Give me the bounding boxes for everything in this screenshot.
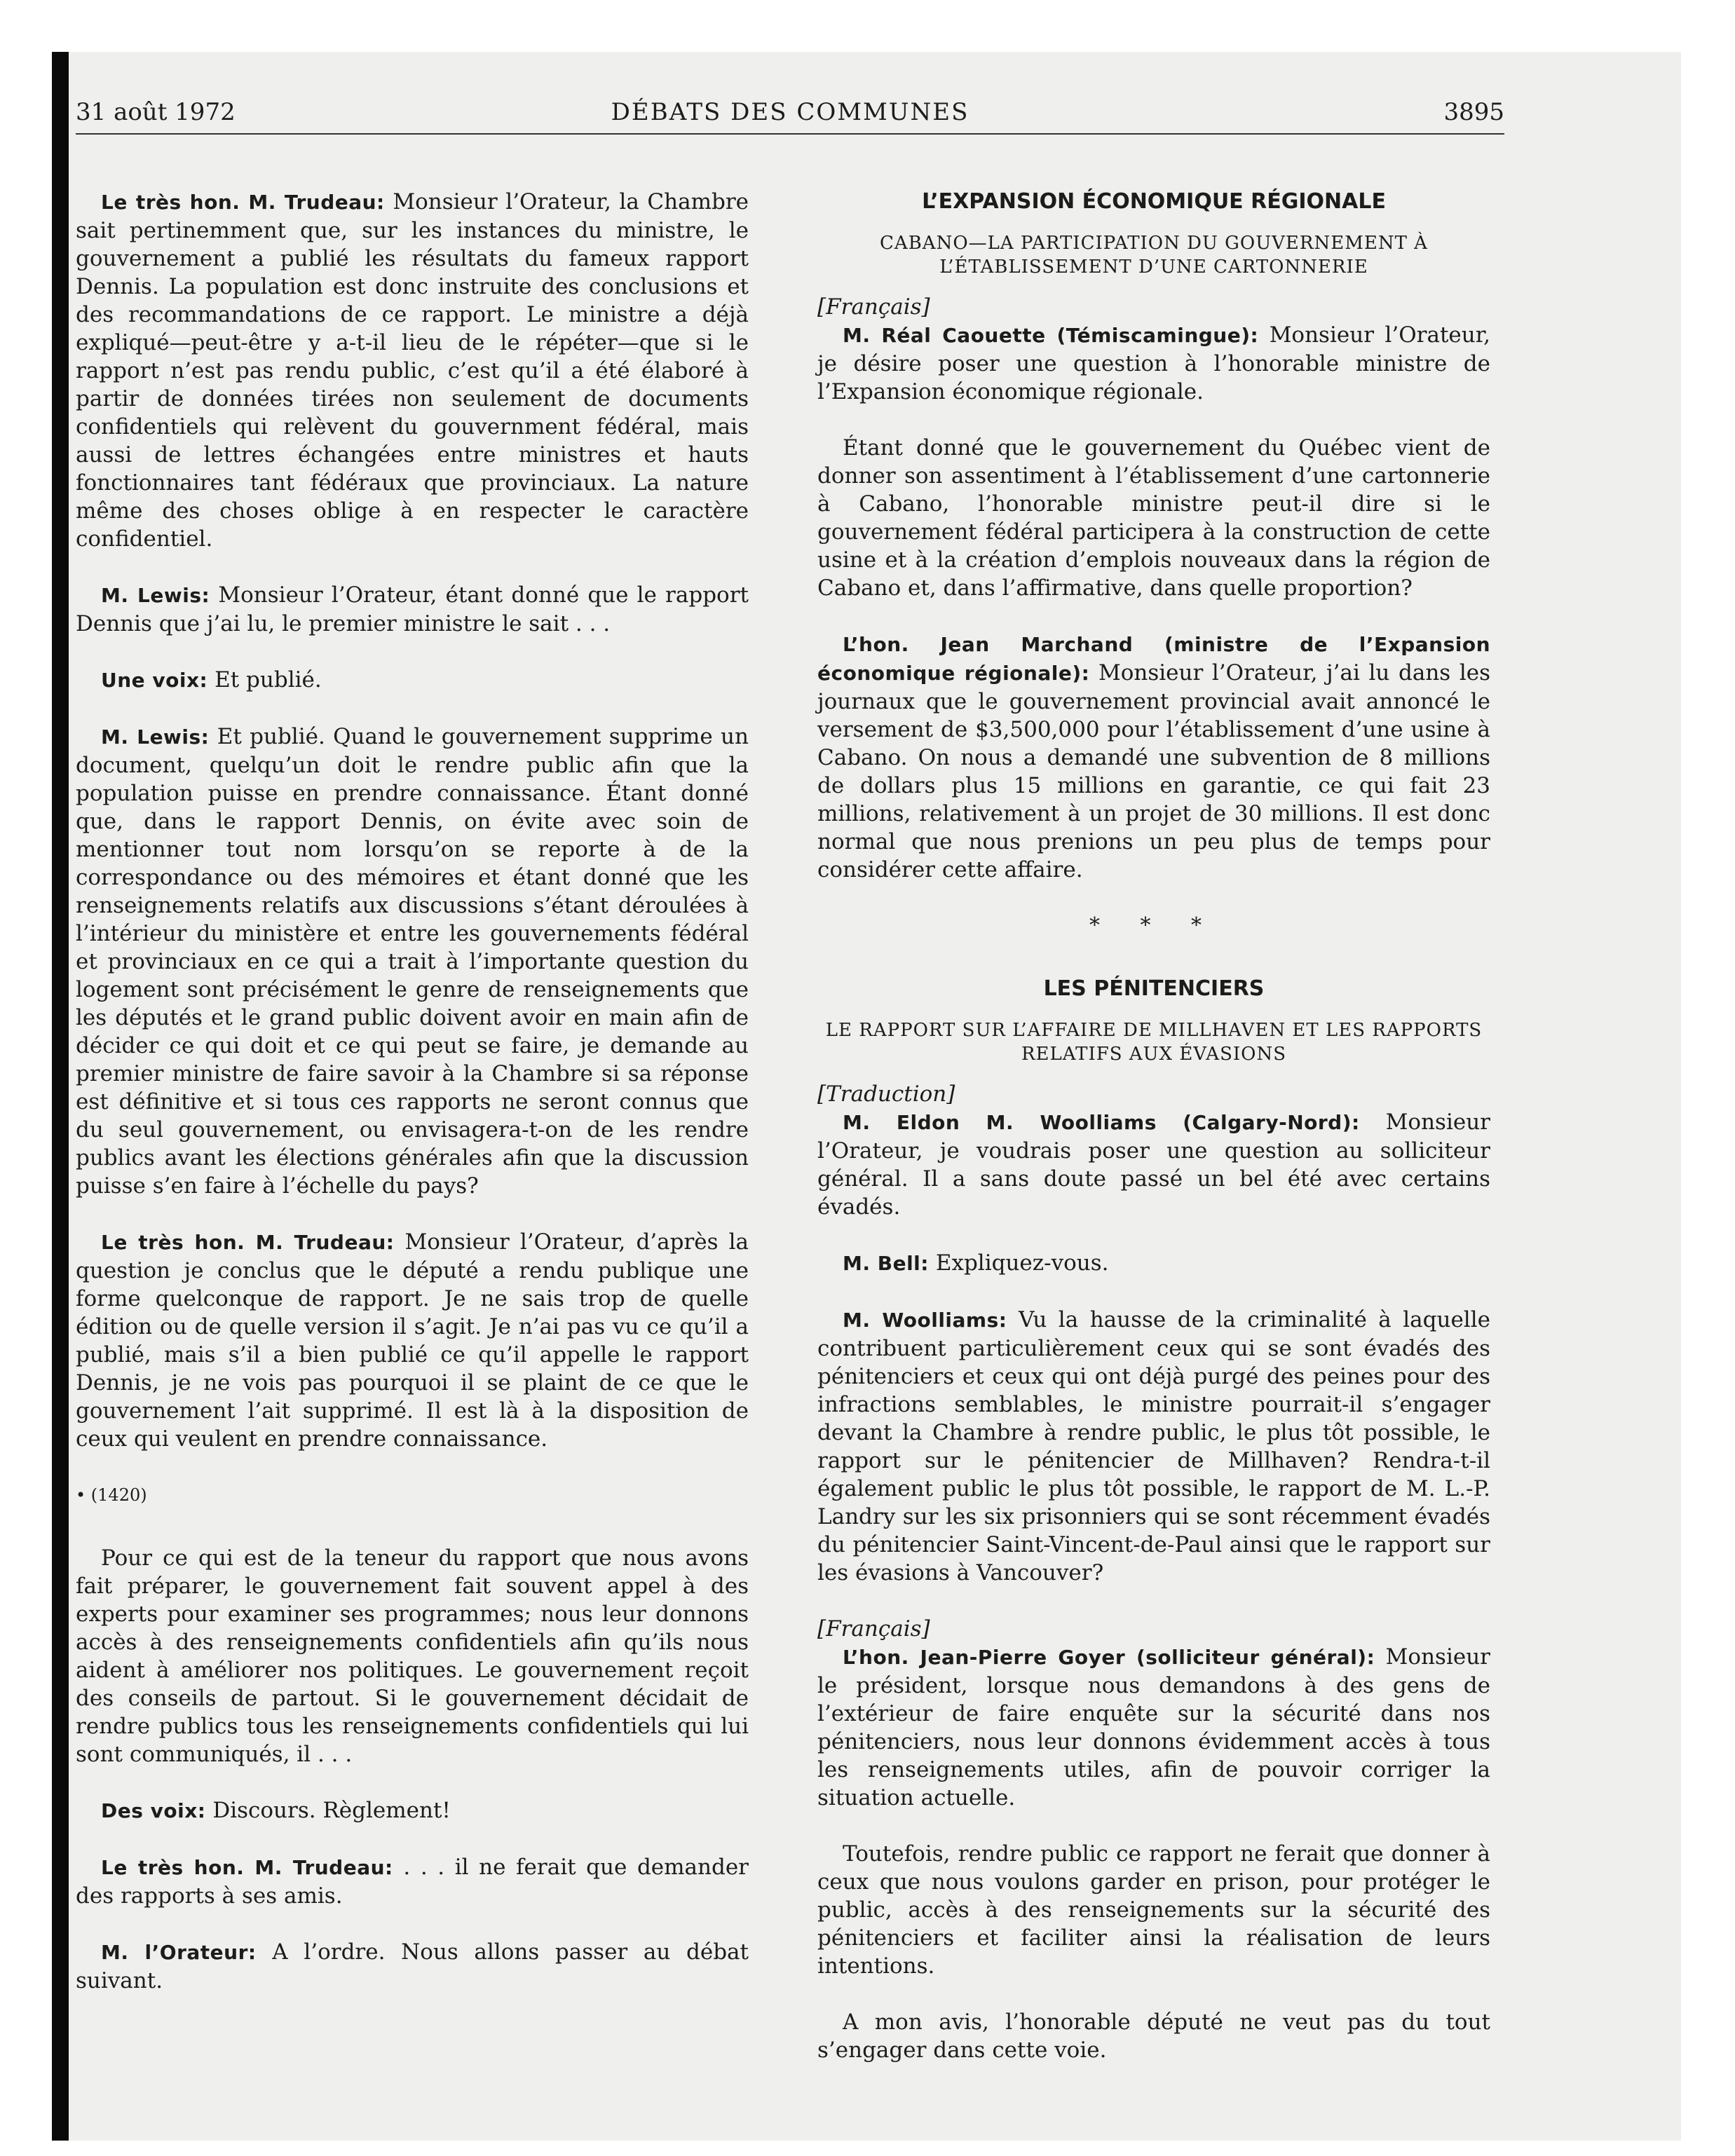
paragraph: Toutefois, rendre public ce rapport ne ferait que donner à ceux que nous voulons garder en prison, pour protéger le public, accès à des renseignements sur la sécurité des pénitenciers et faciliter ainsi la réalisation de leurs intentions.: [817, 1841, 1490, 1979]
section-separator: * * *: [1089, 913, 1219, 938]
speaker: Le très hon. M. Trudeau:: [101, 1856, 393, 1879]
paragraph: [76, 188, 749, 553]
section-heading: LES PÉNITENCIERS: [1043, 976, 1265, 1001]
sub-heading: CABANO—LA PARTICIPATION DU GOUVERNEMENT À L’ÉTABLISSEMENT D’UNE CARTONNERIE: [880, 233, 1428, 278]
speaker: Une voix:: [101, 669, 208, 692]
speech: Monsieur l’Orateur, je voudrais poser une question au solliciteur général. Il a sans doute passé un bel été avec certains évadés.: [817, 1110, 1490, 1220]
paragraph: [817, 1249, 1490, 1278]
speech: Monsieur l’Orateur, je désire poser une question à l’honorable ministre de l’Expansion économique régionale.: [817, 322, 1490, 404]
paragraph: [76, 1938, 749, 1995]
speaker: M. Bell:: [843, 1252, 929, 1275]
left-column: [76, 188, 749, 2023]
header-title: DÉBATS DES COMMUNES: [611, 98, 969, 126]
speech: Expliquez-vous.: [928, 1250, 1109, 1276]
speech: Discours. Règlement!: [205, 1798, 451, 1823]
speech: Monsieur l’Orateur, j’ai lu dans les journaux que le gouvernement provincial avait annoncé le versement de $3,500,000 pour l’établissement d’une usine à Cabano. On nous a demandé une subvention de 8 millions de dollars plus 15 millions en garantie, ce qui fait 23 millions, relativement à un projet de 30 millions. Il est donc normal que nous prenions un peu plus de temps pour considérer cette affaire.: [817, 660, 1490, 882]
language-note: [Français]: [817, 1616, 930, 1642]
section-heading: L’EXPANSION ÉCONOMIQUE RÉGIONALE: [922, 189, 1386, 214]
speaker: M. Lewis:: [101, 725, 210, 749]
paragraph: Pour ce qui est de la teneur du rapport que nous avons fait préparer, le gouvernement fait souvent appel à des experts pour examiner ses programmes; nous leur donnons accès à des renseignements confidentiels afin qu’ils nous aident à améliorer nos politiques. Le gouvernement reçoit des conseils de partout. Si le gouvernement décidait de rendre publics tous les renseignements confidentiels qui lui sont communiqués, il . . .: [76, 1546, 749, 1767]
paragraph: A mon avis, l’honorable député ne veut pas du tout s’engager dans cette voie.: [817, 2010, 1490, 2063]
language-note: [Français]: [817, 294, 930, 320]
speaker: Des voix:: [101, 1799, 206, 1822]
sub-heading: LE RAPPORT SUR L’AFFAIRE DE MILLHAVEN ET LES RAPPORTS RELATIFS AUX ÉVASIONS: [825, 1020, 1483, 1065]
speech: . . . il ne ferait que demander des rapports à ses amis.: [76, 1855, 749, 1909]
paragraph: [817, 321, 1490, 406]
speaker: L’hon. Jean-Pierre Goyer (solliciteur général):: [843, 1646, 1375, 1669]
speaker: M. Woolliams:: [843, 1309, 1007, 1332]
speaker: M. Lewis:: [101, 584, 210, 607]
paragraph: [76, 666, 749, 695]
header-page-number: 3895: [1443, 98, 1504, 126]
header-date: 31 août 1972: [76, 98, 236, 126]
page-header: [76, 91, 1504, 135]
paragraph: [76, 1853, 749, 1910]
right-column: [817, 188, 1490, 2092]
speech: Monsieur l’Orateur, d’après la question je conclus que le député a rendu publique une forme quelconque de rapport. Je ne sais trop de quelle édition ou de quelle version il s’agit. Je n’ai pas vu ce qu’il a publié, mais s’il a bien publié ce qu’il appelle le rapport Dennis, je ne vois pas pourquoi il se plaint de ce que le gouvernement l’ait supprimé. Il est là à la disposition de ceux qui veulent en prendre connaissance.: [76, 1229, 749, 1452]
paragraph: [817, 1306, 1490, 1587]
speaker: L’hon. Jean Marchand (ministre de l’Expansion économique régionale):: [817, 633, 1490, 685]
scan-edge-bar: [52, 52, 69, 2141]
paragraph: [76, 723, 749, 1200]
speech: Monsieur l’Orateur, étant donné que le rapport Dennis que j’ai lu, le premier ministre le sait . . .: [76, 582, 749, 636]
time-marker: • (1420): [76, 1485, 147, 1505]
speaker: M. l’Orateur:: [101, 1941, 257, 1964]
language-note: [Traduction]: [817, 1082, 955, 1107]
speech: Monsieur le président, lorsque nous demandons à des gens de l’extérieur de faire enquête sur la sécurité dans nos pénitenciers, nous leur donnons évidemment accès à tous les renseignements utiles, afin de pouvoir corriger la situation actuelle.: [817, 1644, 1491, 1810]
speaker: Le très hon. M. Trudeau:: [101, 191, 385, 214]
speech: A l’ordre. Nous allons passer au débat suivant.: [76, 1939, 749, 1993]
paragraph: [76, 1228, 749, 1453]
paragraph: [817, 1643, 1490, 1812]
speech: Vu la hausse de la criminalité à laquelle contribuent particulièrement ceux qui se sont évadés des pénitenciers et ceux qui ont déjà purgé des peines pour des infractions semblables, le ministre pourrait-il s’engager devant la Chambre à rendre public, le plus tôt possible, le rapport sur le pénitencier de Millhaven? Rendra-t-il également public le plus tôt possible, le rapport de M. L.-P. Landry sur les six prisonniers qui se sont récemment évadés du pénitencier Saint-Vincent-de-Paul ainsi que le rapport sur les évasions à Vancouver?: [817, 1307, 1490, 1585]
paragraph: [76, 1796, 749, 1825]
paragraph: Étant donné que le gouvernement du Québec vient de donner son assentiment à l’établissement d’une cartonnerie à Cabano, l’honorable ministre peut-il dire si le gouvernement fédéral participera à la construction de cette usine et à la création d’emplois nouveaux dans la région de Cabano et, dans l’affirmative, dans quelle proportion?: [817, 435, 1490, 601]
speech: Monsieur l’Orateur, la Chambre sait pertinemment que, sur les instances du ministre, le gouvernement a publié les résultats du fameux rapport Dennis. La population est donc instruite des conclusions et des recommandations de ce rapport. Le ministre a déjà expliqué—peut-être y a-t-il lieu de le répéter—que si le rapport n’est pas rendu public, c’est qu’il a été élaboré à partir de données tirées non seulement de documents confidentiels qui relèvent du gouvernment fédéral, mais aussi de lettres échangées entre ministres et hauts fonctionnaires tant fédéraux que provinciaux. La nature même des choses oblige à en respecter le caractère confidentiel.: [76, 189, 749, 552]
speaker: M. Réal Caouette (Témiscamingue):: [843, 324, 1259, 347]
paragraph: [76, 581, 749, 638]
speech: Et publié. Quand le gouvernement supprime un document, quelqu’un doit le rendre public afin que la population puisse en prendre connaissance. Étant donné que, dans le rapport Dennis, on évite avec soin de mentionner tout nom lorsqu’on se reporte à de la correspondance ou des mémoires et étant donné que les renseignements relatifs aux discussions s’étant déroulées à l’intérieur du ministère et entre les gouvernements fédéral et provinciaux en ce qui a trait à l’importante question du logement sont précisément le genre de renseignements que les députés et le grand public doivent avoir en main afin de décider ce qui doit et ce qui peut se faire, je demande au premier ministre de faire savoir à la Chambre si sa réponse est définitive et si tous ces rapports ne seront connus que du seul gouvernement, ou envisagera-t-on de les rendre publics avant les élections générales afin que la discussion puisse s’en faire à l’échelle du pays?: [76, 724, 749, 1199]
paragraph: [817, 630, 1490, 884]
speech: Et publié.: [207, 667, 322, 692]
speaker: M. Eldon M. Woolliams (Calgary-Nord):: [843, 1111, 1360, 1134]
speaker: Le très hon. M. Trudeau:: [101, 1231, 395, 1254]
paragraph: [817, 1108, 1490, 1221]
